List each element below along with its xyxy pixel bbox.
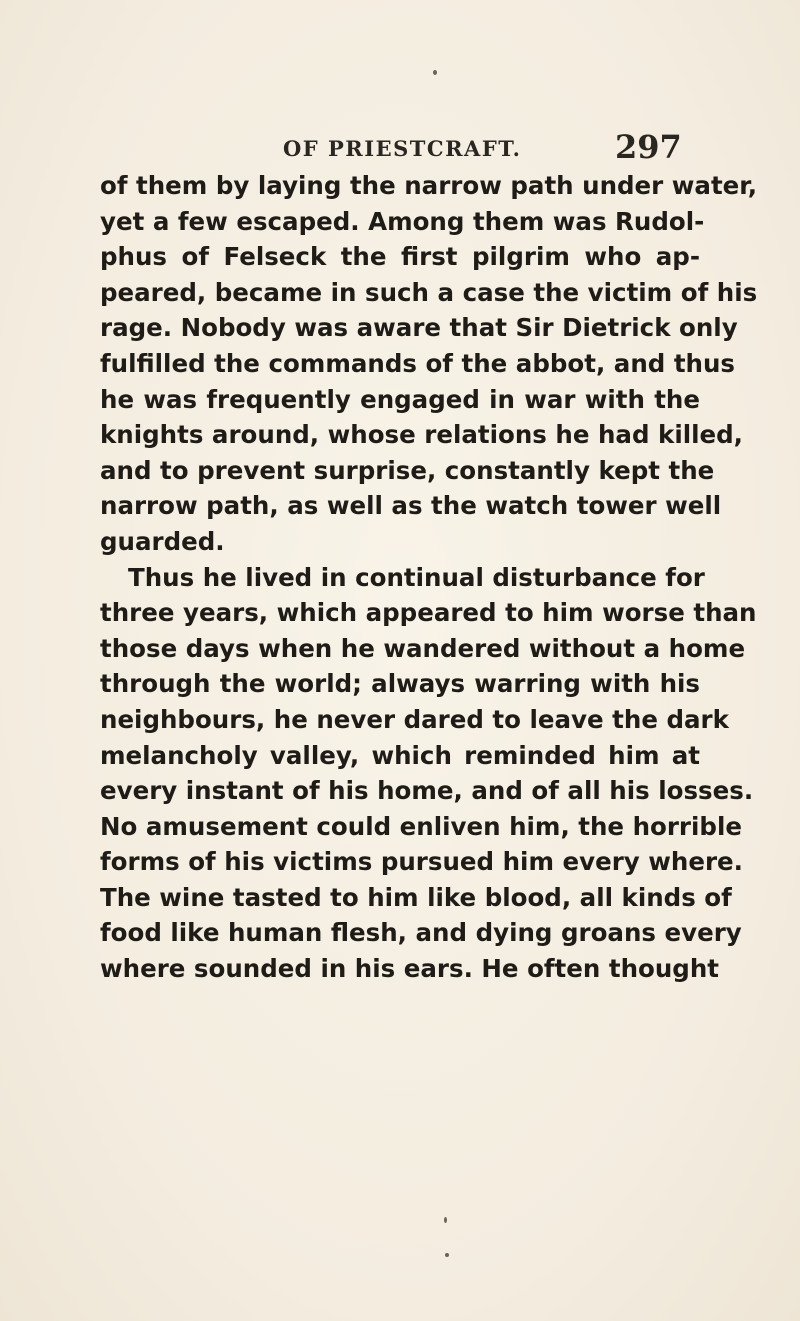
body-text: [100, 168, 758, 987]
text-line: No amusement could enliven him, the horrible: [100, 811, 742, 841]
text-line: Thus he lived in continual disturbance for: [128, 562, 705, 592]
text-line: through the world; always warring with his: [100, 669, 700, 699]
page-number: 297: [615, 128, 682, 166]
text-line: narrow path, as well as the watch tower well: [100, 491, 722, 521]
text-line: every instant of his home, and of all his losses.: [100, 776, 754, 806]
text-line: those days when he wandered without a home: [100, 633, 746, 663]
page-header: [0, 128, 800, 168]
text-line: and to prevent surprise, constantly kept the: [100, 455, 715, 485]
ink-speck: [433, 70, 437, 75]
text-line: guarded.: [100, 526, 225, 556]
running-title: OF PRIESTCRAFT.: [283, 136, 522, 161]
text-line: neighbours, he never dared to leave the dark: [100, 704, 729, 734]
text-line: he was frequently engaged in war with the: [100, 384, 700, 414]
text-line: phus of Felseck the first pilgrim who ap-: [100, 242, 700, 272]
ink-speck: [444, 1217, 447, 1223]
text-line: three years, which appeared to him worse than: [100, 598, 757, 628]
text-line: rage. Nobody was aware that Sir Dietrick only: [100, 313, 738, 343]
text-line: where sounded in his ears. He often thought: [100, 954, 719, 984]
text-line: peared, became in such a case the victim of his: [100, 277, 758, 307]
text-line: The wine tasted to him like blood, all kinds of: [100, 882, 732, 912]
text-line: of them by laying the narrow path under water,: [100, 171, 758, 200]
text-line: food like human flesh, and dying groans every: [100, 918, 742, 948]
text-line: melancholy valley, which reminded him at: [100, 740, 700, 770]
text-line: yet a few escaped. Among them was Rudol-: [100, 206, 705, 236]
ink-speck: [445, 1253, 449, 1257]
text-line: knights around, whose relations he had killed,: [100, 420, 743, 450]
text-line: fulfilled the commands of the abbot, and thus: [100, 348, 736, 378]
text-line: forms of his victims pursued him every where.: [100, 847, 743, 877]
